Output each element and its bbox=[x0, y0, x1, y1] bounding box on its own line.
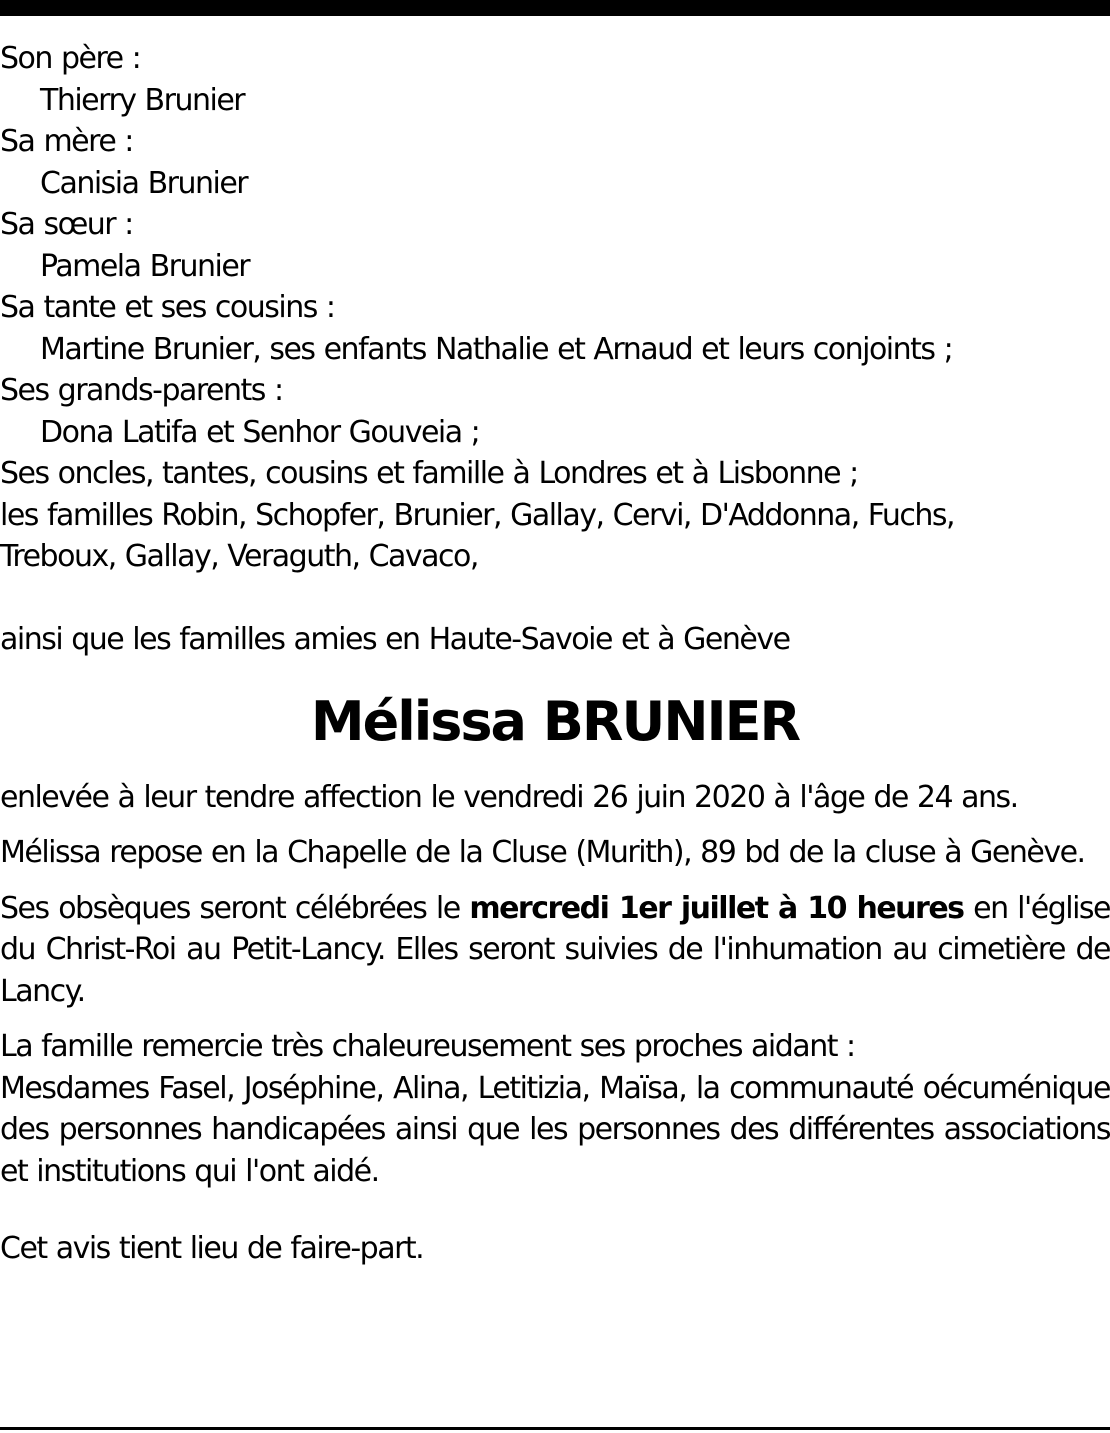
friends-line: ainsi que les familles amies en Haute-Savoie et à Genève bbox=[0, 622, 790, 657]
top-rule bbox=[0, 0, 1110, 16]
extended-family-line: Ses oncles, tantes, cousins et famille à Londres et à Lisbonne ; bbox=[0, 456, 858, 491]
relation-label: Sa sœur : bbox=[0, 207, 133, 242]
relation-label: Ses grands-parents : bbox=[0, 373, 283, 408]
rest-place: Mélissa repose en la Chapelle de la Cluse (Murith), 89 bd de la cluse à Genève. bbox=[0, 835, 1085, 870]
closing-note: Cet avis tient lieu de faire-part. bbox=[0, 1231, 424, 1266]
family-names: Martine Brunier, ses enfants Nathalie et Arnaud et leurs conjoints ; bbox=[40, 331, 953, 367]
funeral-date-time: mercredi 1er juillet à 10 heures bbox=[469, 890, 964, 926]
thanks-intro: La famille remercie très chaleureusement ses proches aidant : bbox=[0, 1029, 855, 1064]
bottom-rule bbox=[0, 1427, 1110, 1430]
funeral-text-before: Ses obsèques seront célébrées le bbox=[0, 890, 470, 926]
obituary-notice bbox=[0, 38, 1110, 1284]
family-names: Canisia Brunier bbox=[40, 165, 248, 201]
relation-label: Son père : bbox=[0, 41, 141, 76]
family-names: Thierry Brunier bbox=[40, 82, 245, 118]
family-names: Dona Latifa et Senhor Gouveia ; bbox=[40, 414, 480, 450]
funeral-text-after: en l'église du Christ-Roi au Petit-Lancy. Elles seront suivies de l'inhumation au cimetière de Lancy. bbox=[0, 890, 1110, 1009]
death-notice: enlevée à leur tendre affection le vendredi 26 juin 2020 à l'âge de 24 ans. bbox=[0, 779, 1018, 815]
thanks-body: Mesdames Fasel, Joséphine, Alina, Letitizia, Maïsa, la communauté oécuménique des personnes handicapées ainsi que les personnes des différentes associations et institutions qui l'ont aidé. bbox=[0, 1070, 1110, 1189]
family-names: Pamela Brunier bbox=[40, 248, 250, 284]
family-list bbox=[0, 38, 1110, 453]
relation-label: Sa tante et ses cousins : bbox=[0, 290, 335, 325]
funeral-details bbox=[0, 888, 1110, 1013]
deceased-name: Mélissa BRUNIER bbox=[310, 689, 800, 753]
extended-family-line: les familles Robin, Schopfer, Brunier, Gallay, Cervi, D'Addonna, Fuchs, bbox=[0, 497, 955, 533]
extended-family-line: Treboux, Gallay, Veraguth, Cavaco, bbox=[0, 539, 478, 574]
thanks-paragraph bbox=[0, 1026, 1110, 1192]
relation-label: Sa mère : bbox=[0, 124, 133, 159]
